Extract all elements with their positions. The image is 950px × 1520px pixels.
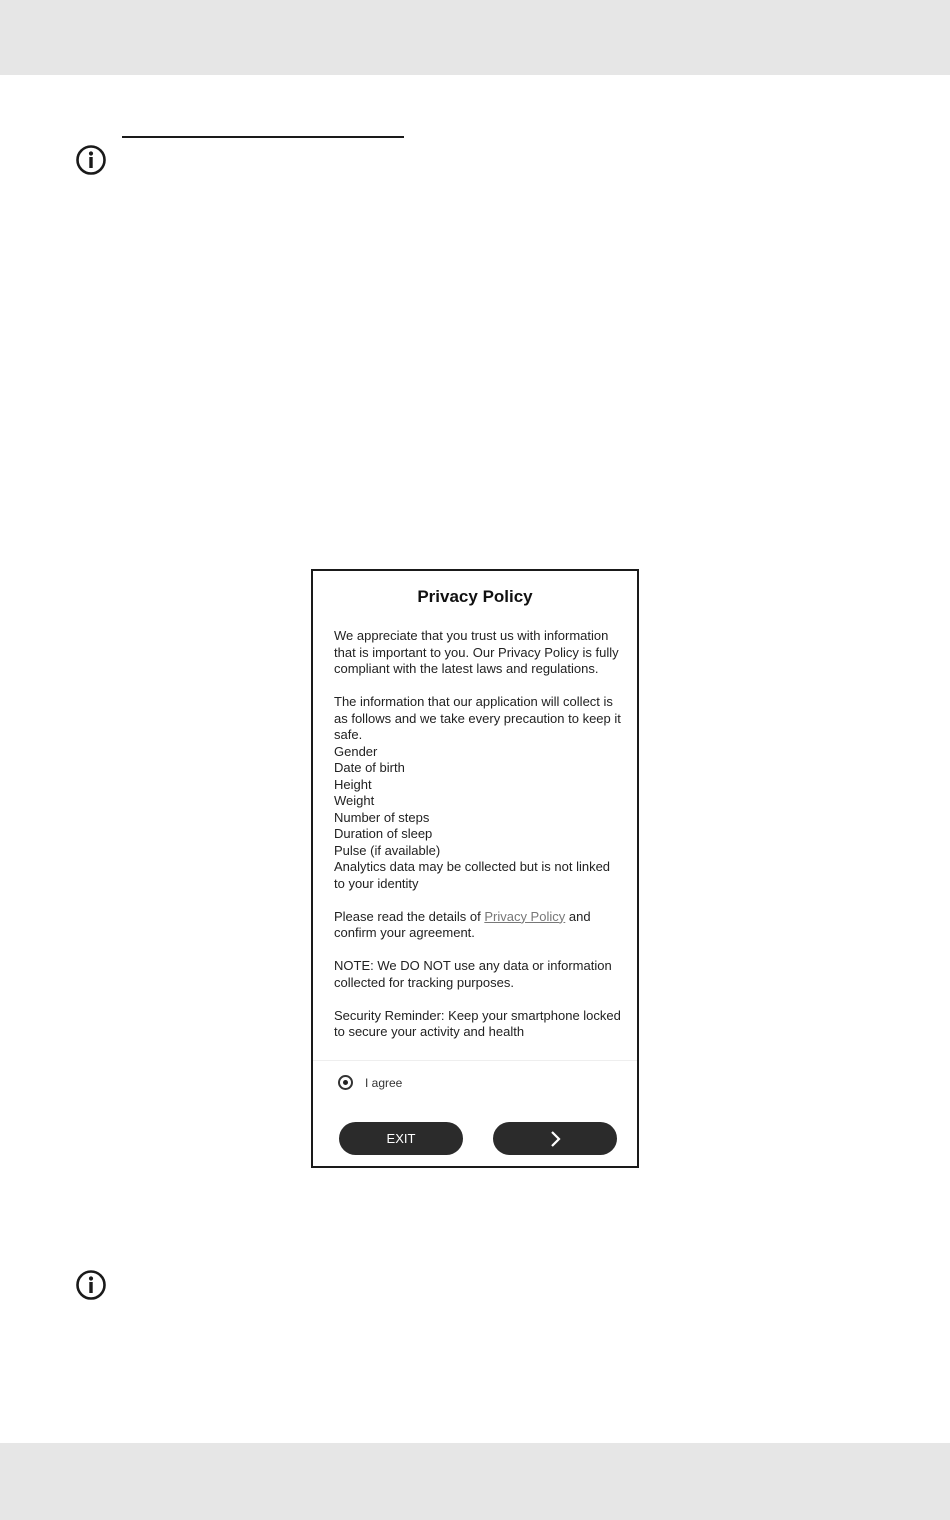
privacy-policy-title: Privacy Policy [417, 587, 533, 606]
read-prefix: Please read the details of [334, 908, 485, 924]
agree-label: I agree [365, 1075, 403, 1090]
section-title-rule [122, 136, 404, 138]
list-item: Gender [334, 743, 378, 759]
agree-radio-option[interactable] [338, 1075, 402, 1090]
agree-radio-button[interactable] [338, 1075, 353, 1090]
collect-intro: The information that our application will collect is as follows and we take every precaution to keep it safe. [334, 694, 621, 742]
divider [313, 1060, 637, 1061]
collected-data-list [334, 744, 624, 893]
security-reminder: Security Reminder: Keep your smartphone locked to secure your activity and health [334, 1007, 621, 1039]
privacy-policy-text[interactable] [334, 628, 624, 1058]
read-details-paragraph [334, 909, 624, 942]
info-icon [75, 1269, 107, 1301]
read-suffix: and confirm your agreement. [334, 908, 591, 940]
list-item: Weight [334, 793, 375, 808]
next-button[interactable] [493, 1122, 617, 1155]
privacy-policy-screen [311, 569, 639, 1168]
list-item: Duration of sleep [334, 826, 433, 841]
note-paragraph: NOTE: We DO NOT use any data or information collected for tracking purposes. [334, 958, 612, 990]
list-item: Height [334, 776, 372, 792]
intro-paragraph: We appreciate that you trust us with information that is important to you. Our Privacy Policy is fully compliant with the latest laws and regulations. [334, 628, 619, 676]
chevron-right-icon [548, 1130, 562, 1148]
exit-button[interactable]: EXIT [339, 1122, 463, 1155]
top-band [0, 0, 950, 75]
bottom-band [0, 1443, 950, 1520]
privacy-policy-link[interactable]: Privacy Policy [484, 908, 566, 924]
list-item: Pulse (if available) [334, 842, 441, 858]
list-item: Date of birth [334, 760, 405, 775]
info-icon [75, 144, 107, 176]
list-item: Number of steps [334, 809, 430, 825]
list-item: Analytics data may be collected but is not linked to your identity [334, 859, 611, 891]
